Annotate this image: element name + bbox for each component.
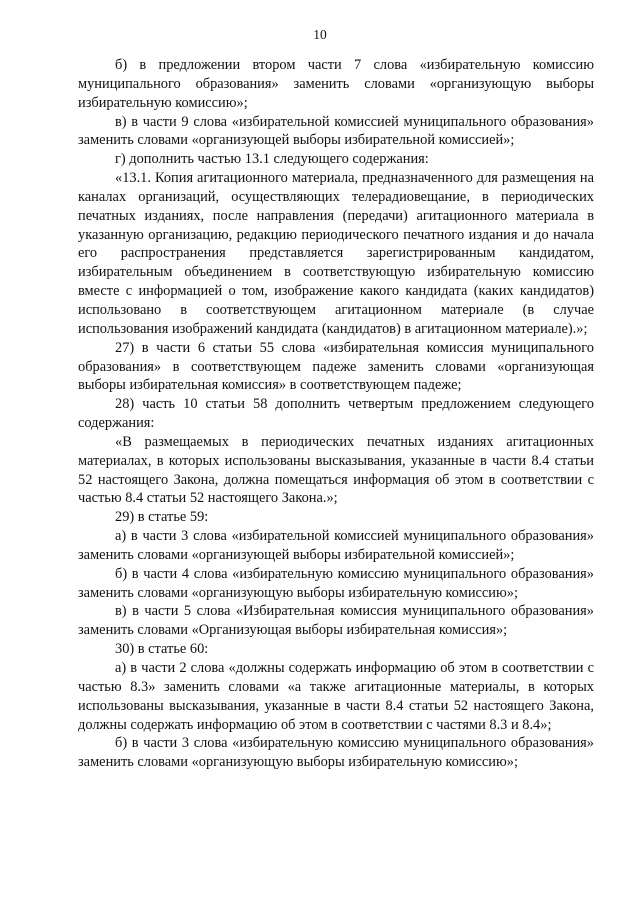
paragraph-13-1-text: «13.1. Копия агитационного материала, предназначенного для размещения на каналах организаций, осуществляющих телерадиовещание, в периодических печатных изданиях, после направления (передачи) агитационного материала в указанную организацию, редакцию периодического печатного издания и до начала его распространения представляется зарегистрированным кандидатом, избирательным объединением в соответствующую избирательную комиссию вместе с информацией о том, изображение какого кандидата (каких кандидатов) использовано в соответствующем агитационном материале (в случае использования изображений кандидата (кандидатов) в агитационном материале).»; (78, 170, 594, 337)
page-number: 10 (313, 27, 327, 42)
paragraph-29b: б) в части 4 слова «избирательную комиссию муниципального образования» заменить словами «организующую выборы избирательную комиссию»; (78, 565, 594, 601)
document-body (78, 56, 594, 772)
paragraph-28-text: «В размещаемых в периодических печатных изданиях агитационных материалах, в которых использованы высказывания, указанные в части 8.4 статьи 52 настоящего Закона, должна помещаться информация об этом в соответствии с частью 8.4 статьи 52 настоящего Закона.»; (78, 433, 594, 507)
paragraph-13-1-intro: г) дополнить частью 13.1 следующего содержания: (115, 151, 429, 168)
paragraph-30: 30) в статье 60: (115, 641, 209, 658)
paragraph-28: 28) часть 10 статьи 58 дополнить четвертым предложением следующего содержания: (78, 396, 594, 432)
paragraph-9v: в) в части 9 слова «избирательной комиссией муниципального образования» заменить словами «организующей выборы избирательной комиссией»; (78, 113, 594, 149)
paragraph-27: 27) в части 6 статьи 55 слова «избирательная комиссия муниципального образования» в соответствующем падеже заменить словами «организующая выборы избирательная комиссия» в соответствующем падеже; (78, 339, 594, 394)
paragraph-29v: в) в части 5 слова «Избирательная комиссия муниципального образования» заменить словами «Организующая выборы избирательная комиссия»; (78, 603, 594, 639)
paragraph-29a: а) в части 3 слова «избирательной комиссией муниципального образования» заменить словами «организующей выборы избирательной комиссией»; (78, 528, 594, 563)
paragraph-30a: а) в части 2 слова «должны содержать информацию об этом в соответствии с частью 8.3» заменить словами «а также агитационные материалы, в которых использованы высказывания, указанные в части 8.4 статьи 52 настоящего Закона, должны содержать информацию об этом в соответствии с частями 8.3 и 8.4»; (78, 660, 594, 733)
paragraph-7b: б) в предложении втором части 7 слова «избирательную комиссию муниципального образования» заменить словами «организующую выборы избирательную комиссию»; (78, 57, 594, 111)
paragraph-30b: б) в части 3 слова «избирательную комиссию муниципального образования» заменить словами «организующую выборы избирательную комиссию»; (78, 735, 594, 771)
paragraph-29: 29) в статье 59: (115, 509, 209, 526)
